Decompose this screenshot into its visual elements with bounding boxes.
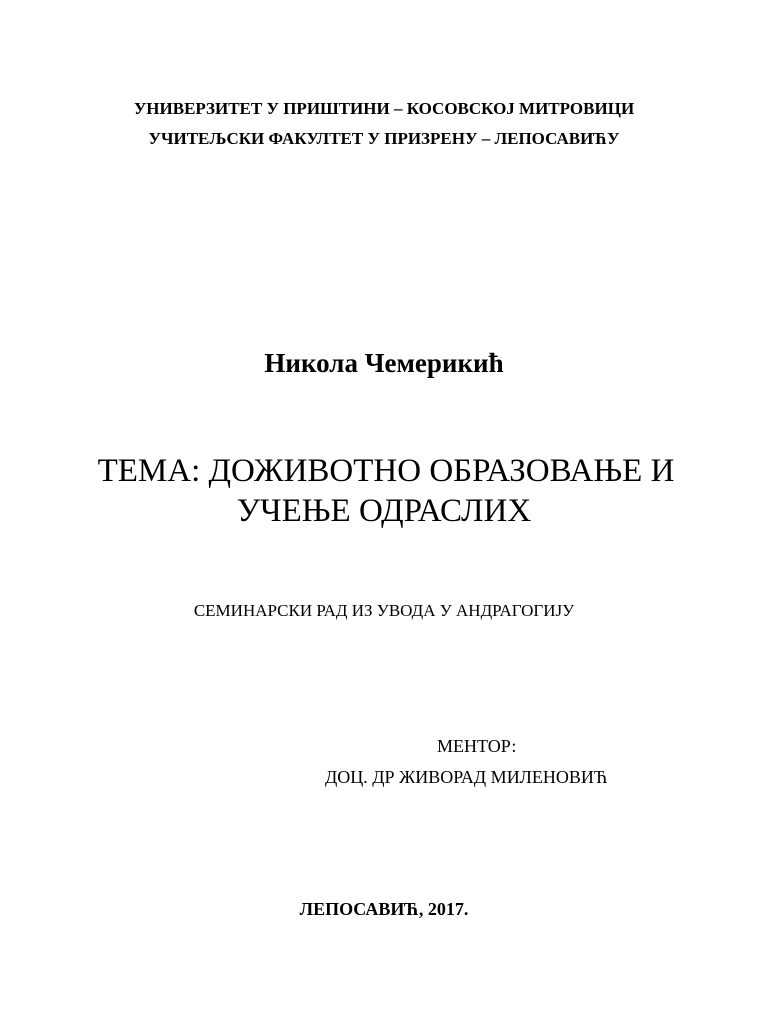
place-and-year: ЛЕПОСАВИЋ, 2017. [299,899,469,919]
faculty-name: УЧИТЕЉСКИ ФАКУЛТЕТ У ПРИЗРЕНУ – ЛЕПОСАВИЋУ [148,129,620,148]
author-name: Никола Чемерикић [264,348,504,378]
mentor-name: ДОЦ. ДР ЖИВОРАД МИЛЕНОВИЋ [325,767,608,787]
document-title-line-1: ТЕМА: ДОЖИВОТНО ОБРАЗОВАЊЕ И [97,453,675,489]
university-name: УНИВЕРЗИТЕТ У ПРИШТИНИ – КОСОВСКОЈ МИТРОВИЦИ [133,99,635,118]
document-title-line-2: УЧЕЊЕ ОДРАСЛИХ [236,493,532,529]
document-subtitle: СЕМИНАРСКИ РАД ИЗ УВОДА У АНДРАГОГИЈУ [193,601,575,620]
mentor-label: МЕНТОР: [437,736,517,756]
